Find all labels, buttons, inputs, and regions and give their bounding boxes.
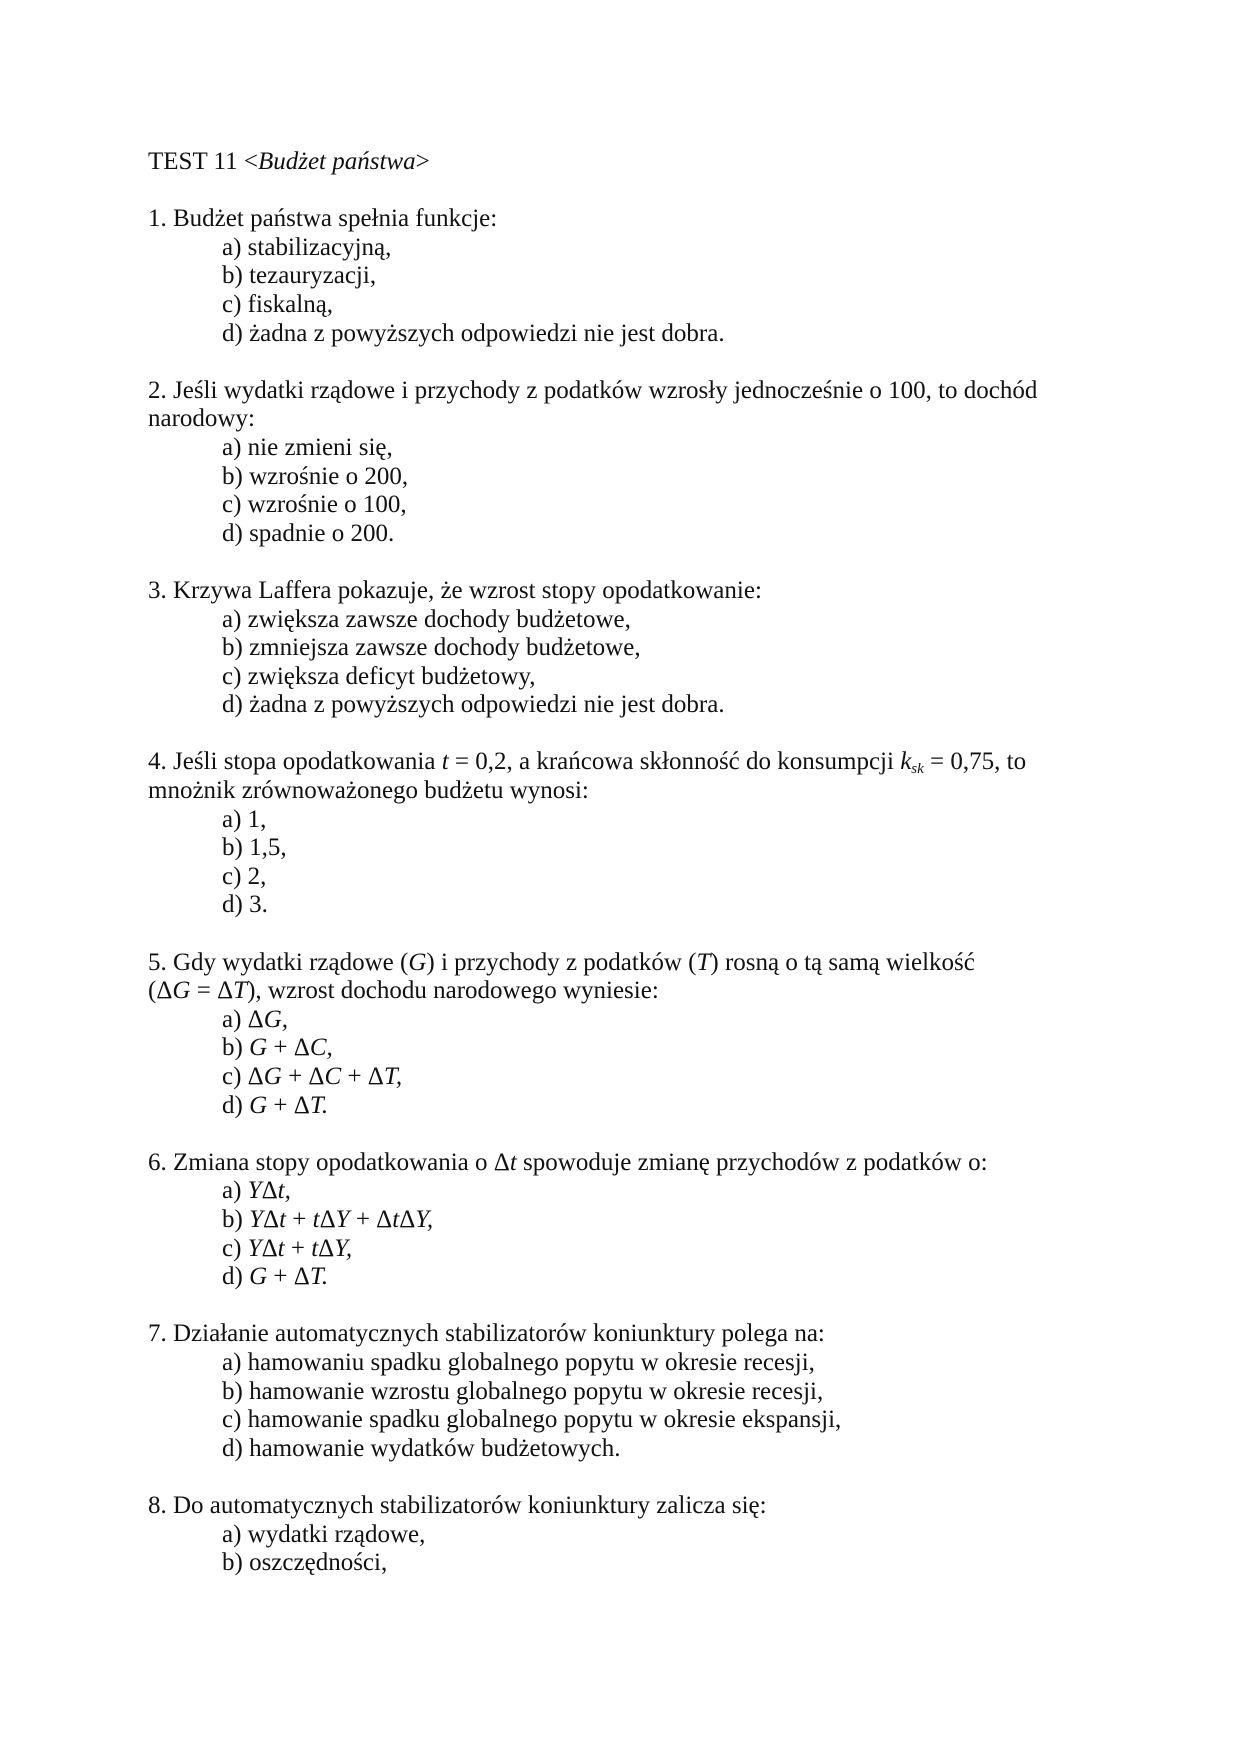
answer-option	[148, 691, 1108, 720]
text-segment: + Δ	[349, 1205, 393, 1233]
text-segment: c)	[222, 1234, 248, 1262]
text-segment: Y,	[415, 1205, 434, 1233]
answer-option	[148, 834, 1108, 863]
text-segment: Δ	[261, 1177, 278, 1205]
text-segment: + Δ	[341, 1063, 384, 1090]
text-segment: T,	[383, 1063, 403, 1090]
text-segment: + Δ	[281, 1063, 325, 1090]
text-segment: + Δ	[267, 1034, 310, 1062]
text-segment: G	[408, 948, 427, 976]
answer-option	[148, 520, 1108, 549]
question-stem	[148, 1492, 1108, 1521]
answer-option	[148, 1206, 1108, 1235]
text-segment: G,	[263, 1005, 289, 1033]
text-segment: c) wzrośnie o 100,	[222, 491, 407, 519]
answer-option	[148, 634, 1108, 663]
question-6	[148, 1149, 1108, 1292]
text-segment: 3. Krzywa Laffera pokazuje, że wzrost stopy opodatkowanie:	[148, 576, 762, 604]
text-segment: t,	[277, 1177, 291, 1205]
text-segment: +	[286, 1205, 313, 1233]
question-stem	[148, 777, 1108, 806]
text-segment: 1. Budżet państwa spełnia funkcje:	[148, 205, 498, 233]
question-7	[148, 1320, 1108, 1463]
document-title	[148, 148, 1108, 177]
blank-line	[148, 720, 1108, 749]
text-segment: d) hamowanie wydatków budżetowych.	[222, 1434, 621, 1462]
question-stem	[148, 1149, 1108, 1178]
question-5	[148, 949, 1108, 1121]
text-segment: G	[172, 977, 191, 1005]
answer-option	[148, 606, 1108, 635]
answer-option	[148, 434, 1108, 463]
text-segment: Y	[249, 1205, 263, 1233]
text-segment: Y	[335, 1205, 350, 1233]
text-segment: t	[279, 1205, 287, 1233]
answer-option	[148, 491, 1108, 520]
text-segment: spowoduje zmianę przychodów z podatków o:	[516, 1148, 988, 1176]
answer-option	[148, 1349, 1108, 1378]
answer-option	[148, 1063, 1108, 1092]
text-segment: narodowy:	[148, 405, 255, 433]
text-segment: k	[900, 748, 912, 776]
question-stem	[148, 577, 1108, 606]
text-segment: b) oszczędności,	[222, 1549, 388, 1577]
text-segment: 5. Gdy wydatki rządowe (	[148, 948, 409, 976]
text-segment: Δ	[318, 1234, 335, 1262]
question-stem	[148, 1320, 1108, 1349]
text-segment: a) stabilizacyjną,	[222, 233, 392, 261]
text-segment: t	[312, 1205, 320, 1233]
text-segment: 6. Zmiana stopy opodatkowania o Δ	[148, 1148, 510, 1176]
question-4	[148, 748, 1108, 920]
text-segment: a) wydatki rządowe,	[222, 1520, 426, 1548]
text-segment: 2. Jeśli wydatki rządowe i przychody z podatków wzrosły jednocześnie o 100, to dochód	[148, 376, 1038, 404]
text-segment: t	[277, 1234, 285, 1262]
text-segment: ) i przychody z podatków (	[426, 948, 697, 976]
text-segment: = Δ	[190, 977, 234, 1005]
answer-option	[148, 1521, 1108, 1550]
text-segment: T	[696, 948, 711, 976]
question-1	[148, 205, 1108, 348]
question-stem	[148, 205, 1108, 234]
text-segment: Δ	[261, 1234, 278, 1262]
answer-option	[148, 1235, 1108, 1264]
text-segment: Budżet państwa	[257, 148, 416, 175]
blank-line	[148, 1292, 1108, 1321]
text-segment: c) hamowanie spadku globalnego popytu w okresie ekspansji,	[222, 1406, 842, 1434]
text-segment: a) Δ	[222, 1005, 264, 1033]
text-segment: b) hamowanie wzrostu globalnego popytu w okresie recesji,	[222, 1377, 824, 1405]
text-segment: d)	[222, 1263, 250, 1291]
answer-option	[148, 1263, 1108, 1292]
text-segment: ) rosną o tą samą wielkość	[710, 948, 975, 976]
answer-option	[148, 1006, 1108, 1035]
answer-option	[148, 291, 1108, 320]
text-segment: T.	[309, 1263, 329, 1291]
text-segment: d) spadnie o 200.	[222, 519, 395, 547]
text-segment: = 0,2, a krańcowa skłonność do konsumpcji	[448, 748, 901, 776]
text-segment: d) żadna z powyższych odpowiedzi nie jest dobra.	[222, 319, 725, 347]
blank-line	[148, 920, 1108, 949]
text-segment: Y,	[334, 1234, 353, 1262]
document-page	[148, 148, 1108, 1578]
blank-line	[148, 177, 1108, 206]
answer-option	[148, 463, 1108, 492]
question-stem	[148, 405, 1108, 434]
text-segment: Y	[247, 1177, 262, 1205]
text-segment: a)	[222, 1177, 248, 1205]
question-stem	[148, 949, 1108, 978]
answer-option	[148, 863, 1108, 892]
text-segment: t	[441, 748, 449, 776]
answer-option	[148, 1177, 1108, 1206]
text-segment: TEST 11 <	[148, 148, 258, 175]
question-2	[148, 377, 1108, 549]
answer-option	[148, 663, 1108, 692]
question-3	[148, 577, 1108, 720]
text-segment: c) zwiększa deficyt budżetowy,	[222, 662, 536, 690]
text-segment: G	[249, 1034, 268, 1062]
text-segment: c) 2,	[222, 862, 267, 890]
text-segment: b) wzrośnie o 200,	[222, 462, 409, 490]
text-segment: t	[509, 1148, 517, 1176]
text-segment: mnożnik zrównoważonego budżetu wynosi:	[148, 777, 589, 805]
text-segment: sk	[911, 761, 924, 778]
answer-option	[148, 1034, 1108, 1063]
answer-option	[148, 1092, 1108, 1121]
text-segment: >	[415, 148, 430, 175]
text-segment: b)	[222, 1034, 250, 1062]
question-stem	[148, 748, 1108, 777]
blank-line	[148, 1120, 1108, 1149]
answer-option	[148, 1406, 1108, 1435]
text-segment: G	[263, 1063, 282, 1090]
text-segment: C	[324, 1063, 342, 1090]
answer-option	[148, 234, 1108, 263]
answer-option	[148, 1435, 1108, 1464]
text-segment: d) żadna z powyższych odpowiedzi nie jest dobra.	[222, 691, 725, 719]
text-segment: t	[392, 1205, 400, 1233]
blank-line	[148, 1463, 1108, 1492]
text-segment: c) Δ	[222, 1063, 264, 1090]
text-segment: +	[284, 1234, 312, 1262]
text-segment: a) nie zmieni się,	[222, 433, 393, 461]
text-segment: = 0,75, to	[923, 748, 1027, 776]
answer-option	[148, 1378, 1108, 1407]
text-segment: d) 3.	[222, 891, 268, 919]
text-segment: t	[311, 1234, 319, 1262]
text-segment: T.	[309, 1091, 329, 1119]
text-segment: c) fiskalną,	[222, 290, 334, 318]
text-segment: 8. Do automatycznych stabilizatorów koniunktury zalicza się:	[148, 1491, 767, 1519]
text-segment: a) 1,	[222, 805, 267, 833]
question-stem	[148, 977, 1108, 1006]
text-segment: 4. Jeśli stopa opodatkowania	[148, 748, 442, 776]
text-segment: Y	[247, 1234, 262, 1262]
text-segment: C,	[309, 1034, 333, 1062]
text-segment: (Δ	[148, 977, 173, 1005]
question-8	[148, 1492, 1108, 1578]
text-segment: Δ	[399, 1205, 416, 1233]
text-segment: Δ	[319, 1205, 336, 1233]
text-segment: ), wzrost dochodu narodowego wyniesie:	[247, 977, 659, 1005]
text-segment: + Δ	[267, 1091, 310, 1119]
text-segment: b)	[222, 1205, 250, 1233]
text-segment: b) zmniejsza zawsze dochody budżetowe,	[222, 634, 641, 662]
text-segment: a) hamowaniu spadku globalnego popytu w okresie recesji,	[222, 1348, 815, 1376]
text-segment: G	[249, 1091, 268, 1119]
blank-line	[148, 548, 1108, 577]
question-stem	[148, 377, 1108, 406]
text-segment: Δ	[262, 1205, 280, 1233]
text-segment: 7. Działanie automatycznych stabilizatorów koniunktury polega na:	[148, 1320, 825, 1348]
text-segment: + Δ	[267, 1263, 310, 1291]
text-segment: G	[249, 1263, 268, 1291]
text-segment: b) tezauryzacji,	[222, 262, 377, 290]
answer-option	[148, 262, 1108, 291]
answer-option	[148, 891, 1108, 920]
answer-option	[148, 1549, 1108, 1578]
text-segment: T	[233, 977, 248, 1005]
answer-option	[148, 806, 1108, 835]
blank-line	[148, 348, 1108, 377]
text-segment: a) zwiększa zawsze dochody budżetowe,	[222, 605, 631, 633]
answer-option	[148, 320, 1108, 349]
text-segment: d)	[222, 1091, 250, 1119]
text-segment: b) 1,5,	[222, 834, 287, 862]
